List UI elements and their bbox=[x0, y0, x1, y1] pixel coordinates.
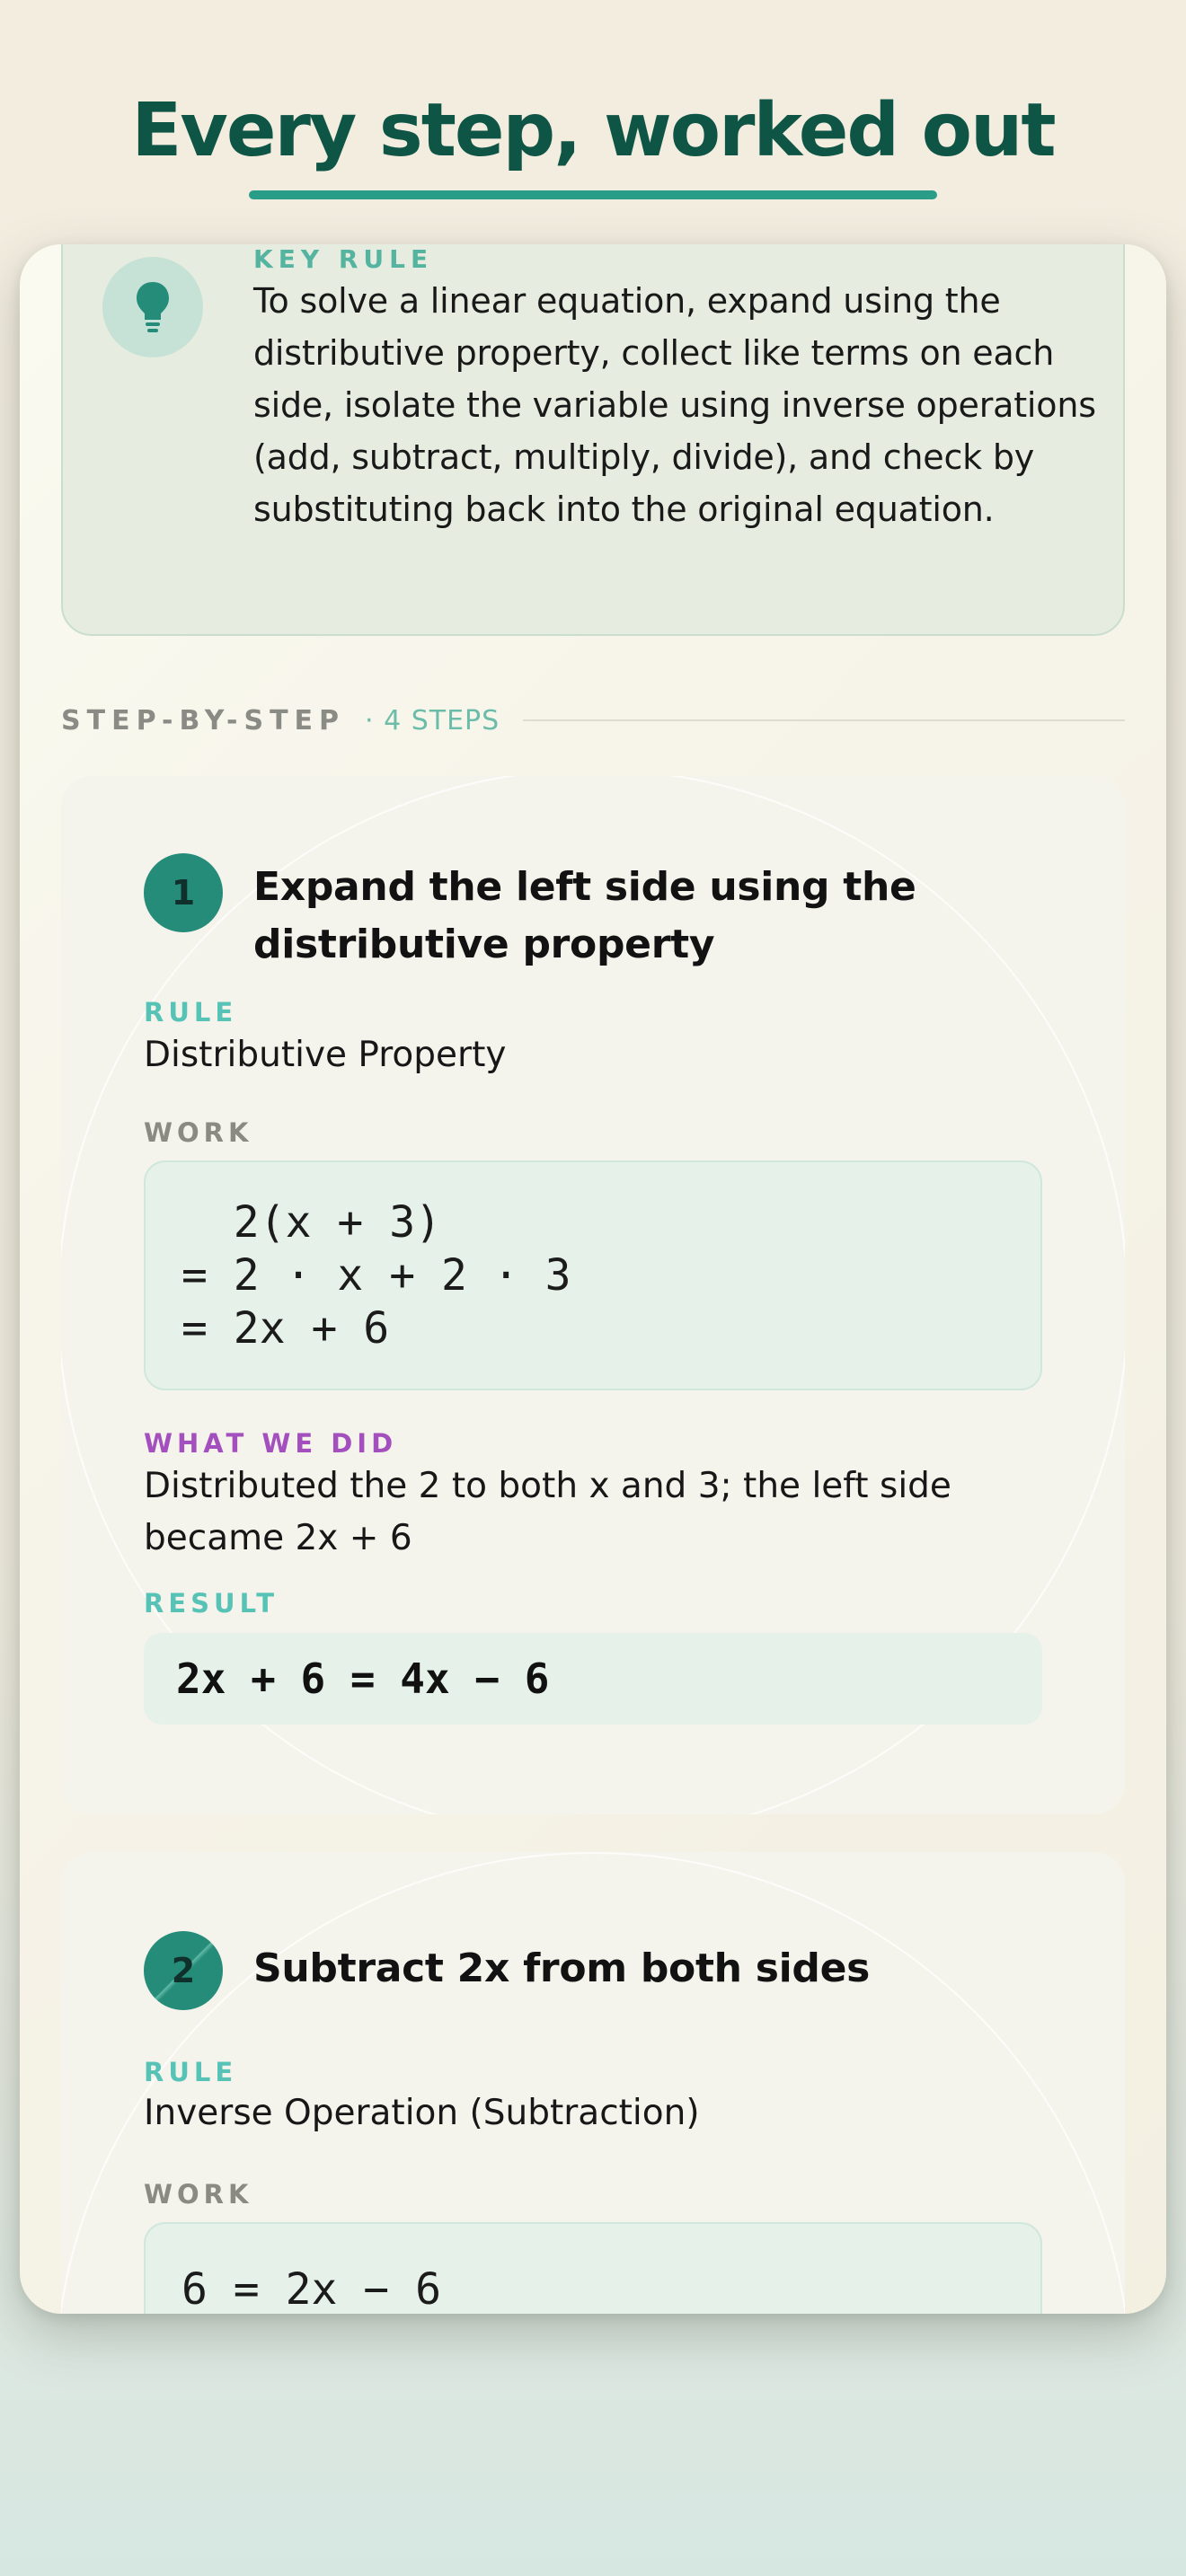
steps-title: STEP-BY-STEP bbox=[61, 704, 346, 737]
work-box bbox=[144, 1160, 1042, 1390]
rule-value: Distributive Property bbox=[144, 1035, 507, 1075]
rule-value: Inverse Operation (Subtraction) bbox=[144, 2093, 700, 2133]
step-number-badge: 1 bbox=[144, 853, 223, 932]
result-box: 2x + 6 = 4x − 6 bbox=[144, 1633, 1042, 1725]
title-underline bbox=[249, 190, 937, 199]
rule-label: RULE bbox=[144, 2057, 238, 2087]
step-card-1[interactable] bbox=[61, 776, 1125, 1814]
key-rule-text: To solve a linear equation, expand using the distributive property, collect like terms on each side, isolate the variable using inverse operations (add, subtract, multiply, divide), and check by substituting back into the original equation. bbox=[253, 281, 1096, 529]
page-title: Every step, worked out bbox=[131, 88, 1055, 173]
work-line: 6 = 2x − 6 bbox=[181, 2264, 441, 2314]
work-label: WORK bbox=[144, 2179, 253, 2210]
steps-header bbox=[61, 701, 1125, 740]
work-line: = 2x + 6 bbox=[181, 1303, 390, 1354]
work-line: = 2 · x + 2 · 3 bbox=[181, 1250, 571, 1301]
rule-label: RULE bbox=[144, 997, 238, 1028]
step-number-badge: 2 bbox=[144, 1931, 223, 2010]
step-title: Expand the left side using the distributive property bbox=[253, 864, 916, 967]
work-box bbox=[144, 2222, 1042, 2314]
result-label: RESULT bbox=[144, 1588, 279, 1619]
step-card-2[interactable] bbox=[61, 1852, 1125, 2314]
work-label: WORK bbox=[144, 1117, 253, 1148]
step-title: Subtract 2x from both sides bbox=[253, 1945, 871, 1991]
steps-count: · 4 STEPS bbox=[365, 704, 500, 737]
what-we-did-text: Distributed the 2 to both x and 3; the left side became 2x + 6 bbox=[144, 1466, 951, 1558]
key-rule-panel bbox=[61, 244, 1125, 636]
solution-card[interactable] bbox=[20, 244, 1166, 2314]
what-we-did-label: WHAT WE DID bbox=[144, 1428, 398, 1459]
lightbulb-icon bbox=[102, 257, 203, 357]
work-line: 2(x + 3) bbox=[181, 1197, 441, 1248]
divider bbox=[523, 719, 1125, 721]
key-rule-label: KEY RULE bbox=[253, 244, 434, 274]
